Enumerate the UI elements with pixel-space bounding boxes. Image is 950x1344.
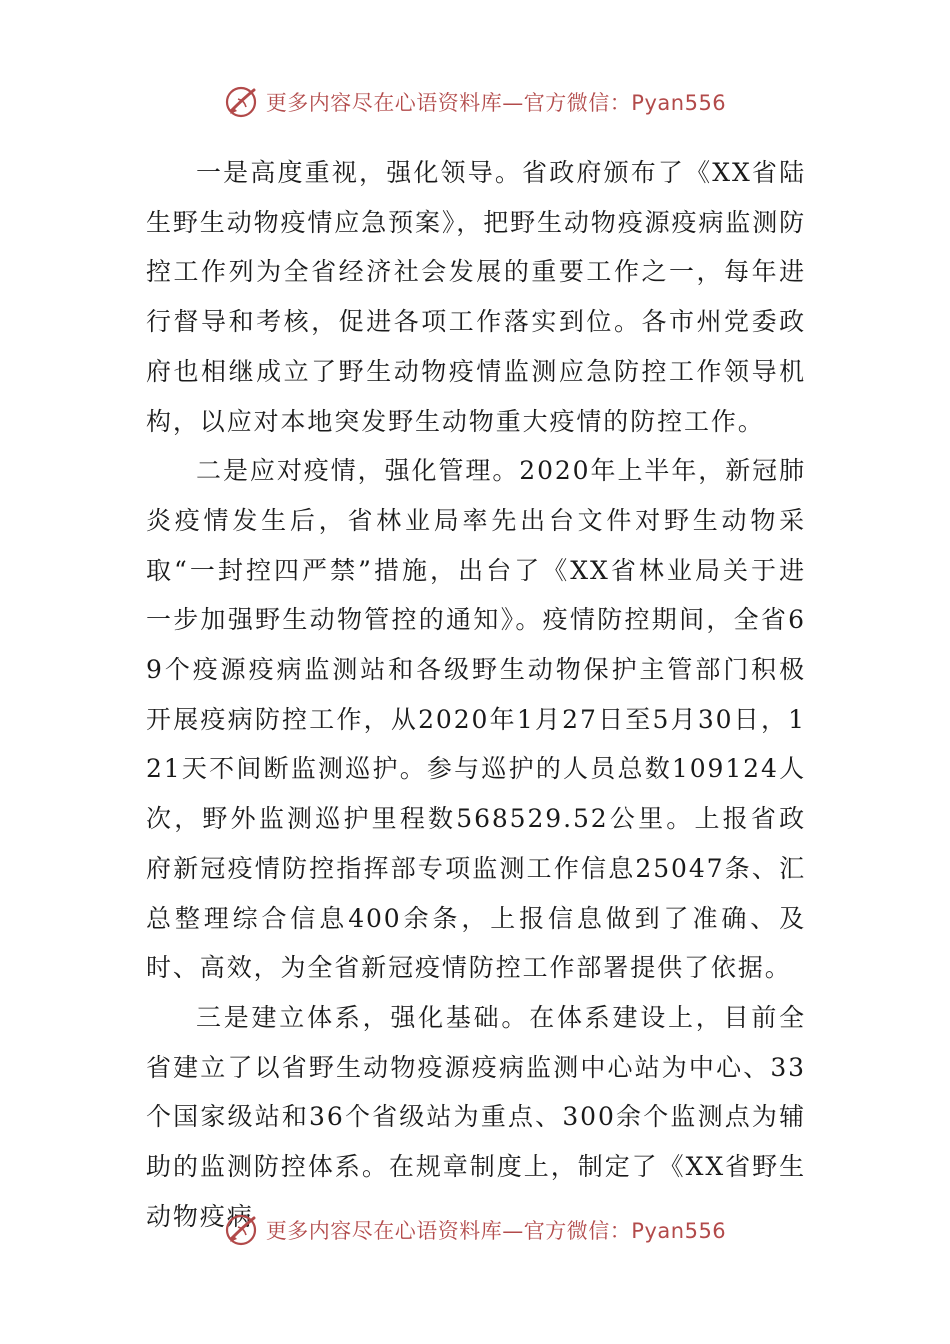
pen-logo-icon	[224, 84, 260, 120]
paragraph-leadership: 一是高度重视，强化领导。省政府颁布了《XX省陆生野生动物疫情应急预案》，把野生动物疫源疫病监测防控工作列为全省经济社会发展的重要工作之一，每年进行督导和考核，促进各项工作落实到位。各市州党委政府也相继成立了野生动物疫情监测应急防控工作领导机构，以应对本地突发野生动物重大疫情的防控工作。	[146, 158, 807, 436]
paragraph-system-building: 三是建立体系，强化基础。在体系建设上，目前全省建立了以省野生动物疫源疫病监测中心站为中心、33个国家级站和36个省级站为重点、300余个监测点为辅助的监测防控体系。在规章制度上，制定了《XX省野生动物疫病	[146, 1002, 806, 1231]
header-watermark	[0, 82, 950, 122]
pen-logo-icon	[224, 1212, 260, 1248]
watermark-text: 更多内容尽在心语资料库—官方微信：Pyan556	[265, 1219, 727, 1243]
footer-watermark	[0, 1210, 950, 1250]
watermark-text: 更多内容尽在心语资料库—官方微信：Pyan556	[265, 91, 727, 115]
paragraph-epidemic-response: 二是应对疫情，强化管理。2020年上半年，新冠肺炎疫情发生后，省林业局率先出台文件对野生动物采取“一封控四严禁”措施，出台了《XX省林业局关于进一步加强野生动物管控的通知》。疫情防控期间，全省69个疫源疫病监测站和各级野生动物保护主管部门积极开展疫病防控工作，从2020年1月27日至5月30日，121天不间断监测巡护。参与巡护的人员总数109124人次，野外监测巡护里程数568529.52公里。上报省政府新冠疫情防控指挥部专项监测工作信息25047条、汇总整理综合信息400余条，上报信息做到了准确、及时、高效，为全省新冠疫情防控工作部署提供了依据。	[146, 456, 806, 983]
document-body	[146, 148, 806, 1241]
